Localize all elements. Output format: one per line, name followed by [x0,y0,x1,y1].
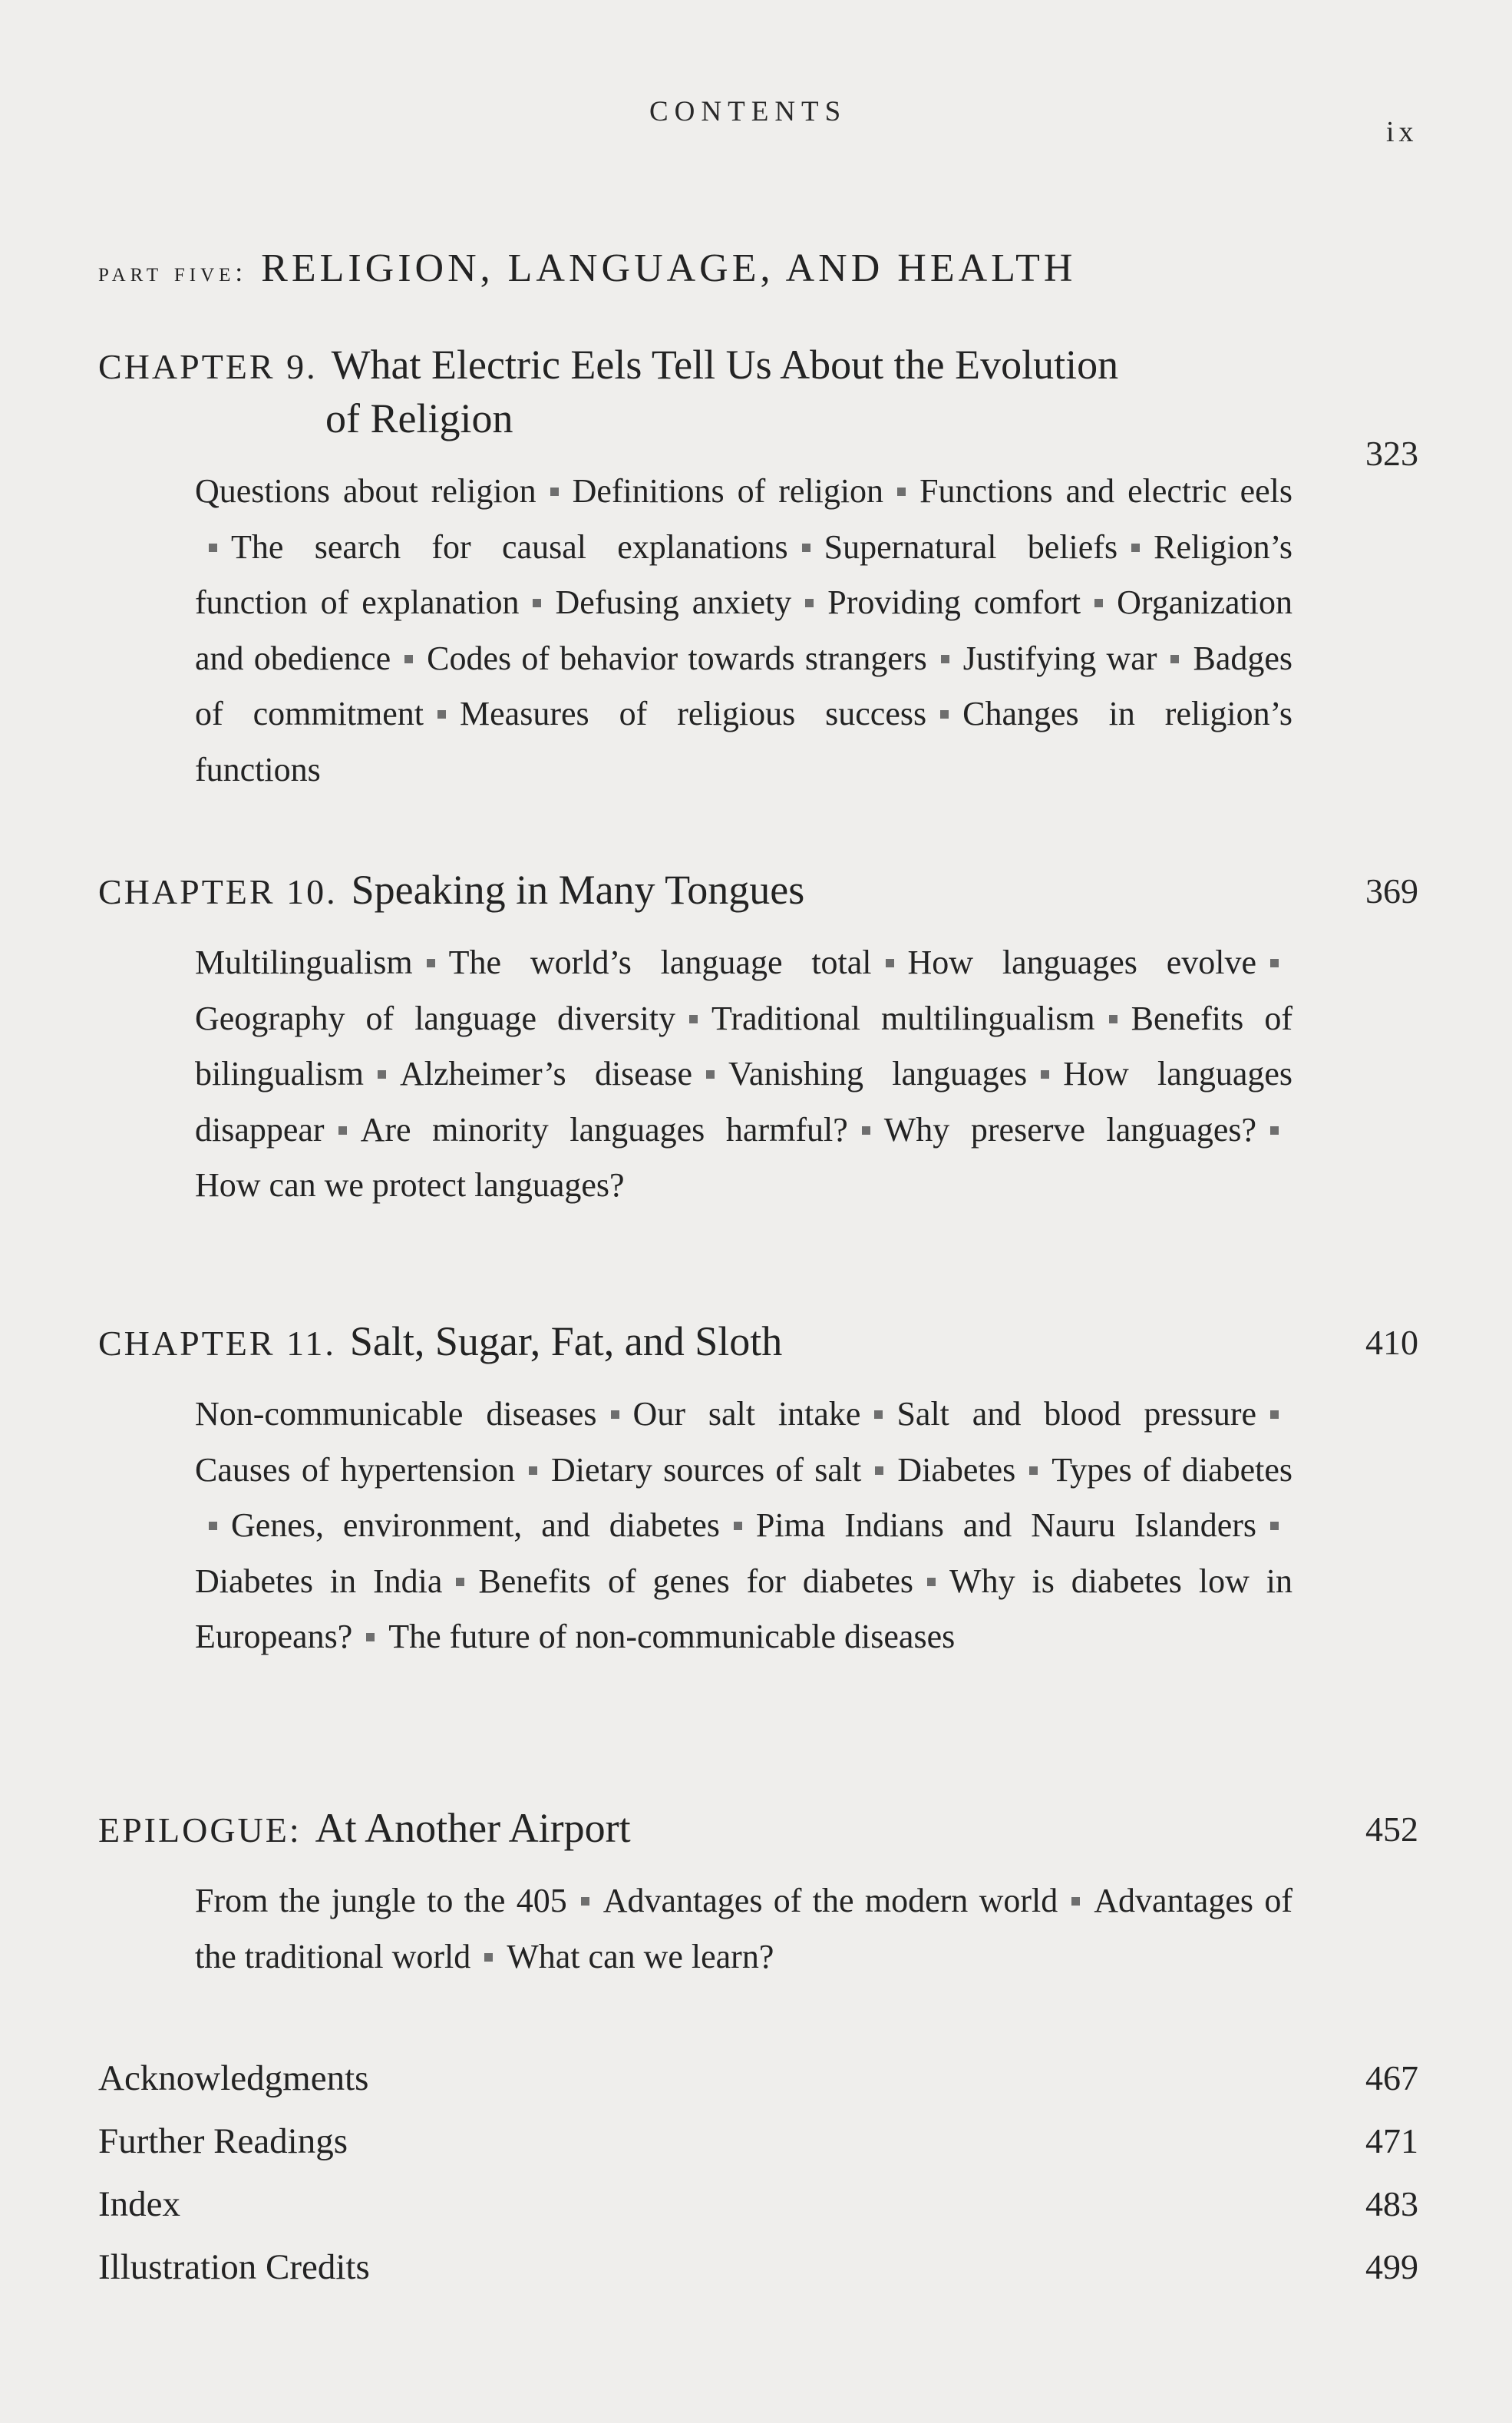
topic: The search for causal explanations [231,527,788,566]
epilogue-heading [98,1804,1418,1852]
topic: The future of non-communicable diseases [388,1618,956,1655]
bullet-separator [1170,655,1179,663]
bullet-separator [581,1897,589,1906]
chapter-page-number: 323 [1365,434,1418,473]
topic: Measures of religious success [460,695,927,732]
bullet-separator [941,655,949,663]
bullet-separator [1270,1522,1279,1530]
chapter-heading [98,1317,1418,1365]
topic: From the jungle to the 405 [195,1882,567,1919]
epilogue-page-number: 452 [1365,1810,1418,1849]
topic: Traditional multilingualism [711,999,1095,1037]
bullet-separator [1270,1410,1279,1419]
bullet-separator [484,1953,493,1962]
bullet-separator [897,488,906,496]
bullet-separator [533,599,541,607]
bullet-separator [427,959,435,967]
back-matter-page-number: 483 [1365,2184,1418,2223]
back-matter-item [98,2121,1418,2183]
topic: Diabetes [897,1450,1016,1489]
part-title: RELIGION, LANGUAGE, AND HEALTH [261,246,1077,290]
chapter-entry-11 [98,1317,1418,1665]
bullet-separator [689,1015,698,1023]
chapter-entry-9 [98,341,1418,798]
bullet-separator [1270,959,1279,967]
back-matter-item [98,2183,1418,2246]
topic: The world’s language total [448,944,872,981]
bullet-separator [338,1126,347,1135]
back-matter-title: Further Readings [98,2121,348,2161]
bullet-separator [209,1522,217,1530]
topic: Organization and obedience [195,583,1292,677]
topic: How languages disappear [195,1055,1292,1149]
bullet-separator [1041,1070,1049,1079]
bullet-separator [886,959,894,967]
topic: Are minority languages harmful? [360,1110,848,1149]
topic: Alzheimer’s disease [400,1055,693,1092]
topic: Benefits of genes for diabetes [478,1562,914,1600]
bullet-separator [802,544,810,552]
back-matter-page-number: 467 [1365,2058,1418,2097]
topic: Genes, environment, and diabetes [231,1506,720,1544]
chapter-title: Speaking in Many Tongues [351,867,805,913]
epilogue-topics [195,1873,1292,1985]
back-matter-list [98,2058,1418,2309]
bullet-separator [1029,1466,1038,1475]
topic: Advantages of the modern world [602,1882,1058,1919]
page-folio: ix [1386,116,1418,148]
bullet-separator [874,1410,883,1419]
bullet-separator [1270,1126,1279,1135]
part-label: part five: [98,257,248,287]
bullet-separator [550,488,559,496]
chapter-title-continued: of Religion [325,395,513,441]
bullet-separator [805,599,814,607]
bullet-separator [209,544,217,552]
back-matter-item [98,2246,1418,2309]
chapter-page-number: 369 [1365,871,1418,911]
bullet-separator [1131,544,1140,552]
bullet-separator [862,1126,870,1135]
topic: Questions about religion [195,472,536,510]
epilogue-label: EPILOGUE: [98,1810,302,1849]
topic: Changes in religion’s functions [195,695,1293,788]
topic: Why is diabetes low in Europeans? [195,1562,1292,1655]
bullet-separator [378,1070,386,1079]
topic: Badges of commitment [195,639,1293,732]
chapter-heading [98,341,1418,473]
chapter-topics [195,1387,1292,1665]
topic: Dietary sources of salt [551,1450,862,1489]
bullet-separator [456,1578,464,1586]
topic: Justifying war [962,639,1157,677]
bullet-separator [927,1578,936,1586]
topic: Vanishing languages [728,1055,1028,1092]
chapter-topics [195,935,1292,1214]
topic: Advantages of the traditional world [195,1882,1292,1975]
epilogue-entry [98,1804,1418,1985]
topic: Our salt intake [632,1395,861,1433]
bullet-separator [1071,1897,1080,1906]
chapter-entry-10 [98,866,1418,1214]
chapter-title: What Electric Eels Tell Us About the Evolution [331,342,1119,388]
topic: Religion’s function of explanation [195,527,1292,621]
topic: Multilingualism [195,944,413,981]
topic: Types of diabetes [1051,1450,1292,1489]
chapter-page-number: 410 [1365,1323,1418,1362]
bullet-separator [611,1410,619,1419]
chapter-label: CHAPTER 9. [98,347,318,386]
back-matter-page-number: 471 [1365,2121,1418,2160]
bullet-separator [404,655,413,663]
back-matter-title: Index [98,2184,181,2224]
topic: Pima Indians and Nauru Islanders [755,1506,1256,1544]
bullet-separator [1094,599,1103,607]
topic: Geography of language diversity [195,999,676,1037]
topic: Salt and blood pressure [896,1395,1257,1433]
topic: Causes of hypertension [195,1450,516,1489]
bullet-separator [734,1522,742,1530]
part-heading [98,246,1326,291]
back-matter-title: Illustration Credits [98,2247,370,2287]
chapter-topics [195,464,1292,798]
chapter-heading [98,866,1418,914]
back-matter-title: Acknowledgments [98,2058,369,2098]
bullet-separator [875,1466,883,1475]
topic: Diabetes in India [195,1562,443,1600]
topic: Why preserve languages? [883,1110,1256,1149]
topic: Providing comfort [827,583,1081,621]
epilogue-title: At Another Airport [315,1805,631,1851]
topic: Benefits of bilingualism [195,999,1292,1092]
bullet-separator [1109,1015,1117,1023]
topic: Non-communicable diseases [195,1395,597,1433]
chapter-title: Salt, Sugar, Fat, and Sloth [349,1318,783,1364]
chapter-label: CHAPTER 11. [98,1324,336,1363]
bullet-separator [529,1466,537,1475]
back-matter-page-number: 499 [1365,2247,1418,2286]
bullet-separator [940,710,949,719]
running-head: CONTENTS [649,96,847,127]
topic: What can we learn? [507,1937,774,1975]
topic: How languages evolve [907,944,1256,981]
bullet-separator [366,1633,375,1641]
topic: Definitions of religion [572,472,884,510]
bullet-separator [437,710,446,719]
topic: Defusing anxiety [555,583,792,621]
bullet-separator [706,1070,715,1079]
topic: Supernatural beliefs [824,527,1118,566]
topic: Codes of behavior towards strangers [427,639,927,677]
topic: How can we protect languages? [195,1166,625,1204]
chapter-label: CHAPTER 10. [98,872,338,911]
topic: Functions and electric eels [919,472,1292,510]
back-matter-item [98,2058,1418,2121]
